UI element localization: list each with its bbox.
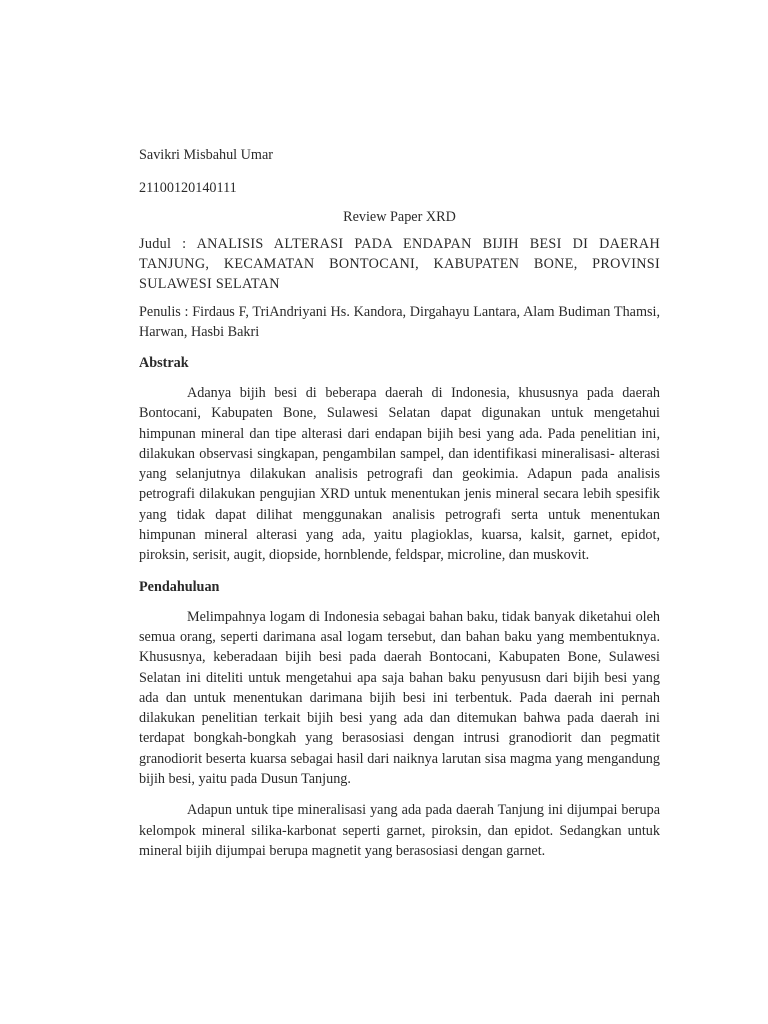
- document-page: [139, 145, 660, 872]
- abstract-paragraph: Adanya bijih besi di beberapa daerah di Indonesia, khususnya pada daerah Bontocani, Kabupaten Bone, Sulawesi Selatan dapat digunakan untuk mengetahui himpunan mineral dan tipe alterasi dari endapan bijih besi yang ada. Pada penelitian ini, dilakukan observasi singkapan, pengambilan sampel, dan identifikasi mineralisasi- alterasi yang selanjutnya dilakukan analisis petrografi dan geokimia. Adapun pada analisis petrografi dilakukan pengujian XRD untuk menentukan jenis mineral secara lebih spesifik yang tidak dapat dilihat menggunakan analisis petrografi serta untuk menentukan himpunan mineral alterasi yang ada, yaitu plagioklas, kuarsa, kalsit, garnet, epidot, piroksin, serisit, augit, diopside, hornblende, feldspar, microline, dan muskovit.: [139, 385, 660, 564]
- paper-title: Judul : ANALISIS ALTERASI PADA ENDAPAN BIJIH BESI DI DAERAH TANJUNG, KECAMATAN BONTOCANI, KABUPATEN BONE, PROVINSI SULAWESI SELATAN: [139, 236, 660, 292]
- review-title: Review Paper XRD: [343, 209, 456, 225]
- abstract-heading: Abstrak: [139, 355, 189, 371]
- introduction-heading: Pendahuluan: [139, 578, 220, 595]
- introduction-paragraph-2: Adapun untuk tipe mineralisasi yang ada pada daerah Tanjung ini dijumpai berupa kelompok mineral silika-karbonat seperti garnet, piroksin, dan epidot. Sedangkan untuk mineral bijih dijumpai berupa magnetit yang berasosiasi dengan garnet.: [139, 802, 660, 859]
- paper-authors: Penulis : Firdaus F, TriAndriyani Hs. Kandora, Dirgahayu Lantara, Alam Budiman Thamsi, Harwan, Hasbi Bakri: [139, 304, 660, 340]
- introduction-paragraph-1: Melimpahnya logam di Indonesia sebagai bahan baku, tidak banyak diketahui oleh semua orang, seperti darimana asal logam tersebut, dan bahan baku yang membentuknya. Khususnya, keberadaan bijih besi pada daerah Bontocani, Kabupaten Bone, Sulawesi Selatan ini diteliti untuk mengetahui apa saja bahan baku penyususn dari bijih besi yang ada dan untuk menentukan darimana bijih besi ini terbentuk. Pada daerah ini pernah dilakukan penelitian terkait bijih besi yang ada dan ditemukan bahwa pada daerah ini terdapat bongkah-bongkah yang berasosiasi dengan intrusi granodiorit dan pegmatit granodiorit beserta kuarsa sebagai hasil dari naiknya larutan sisa magma yang mengandung bijih besi, yaitu pada Dusun Tanjung.: [139, 608, 660, 788]
- author-name: Savikri Misbahul Umar: [139, 147, 273, 163]
- student-id: 21100120140111: [139, 180, 237, 196]
